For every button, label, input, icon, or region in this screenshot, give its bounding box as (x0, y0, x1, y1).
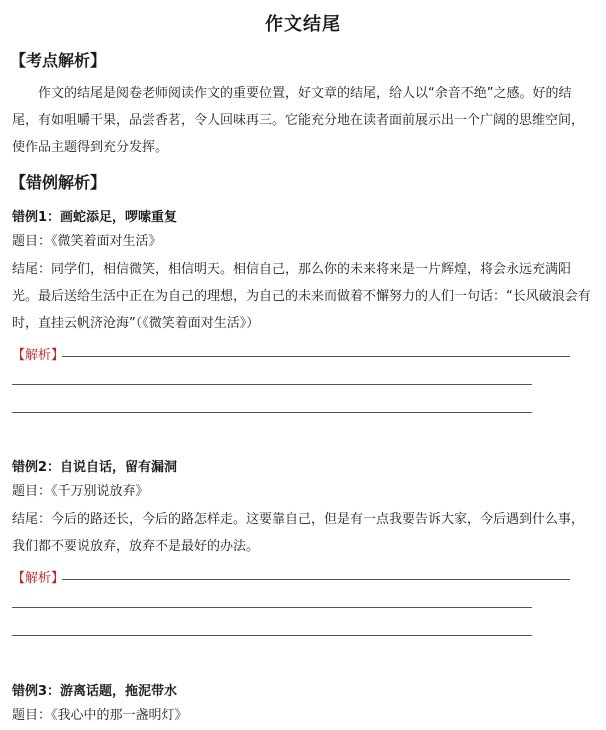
section-heading-cuoli: 【错例解析】 (10, 173, 107, 192)
case-1-answer-line-1[interactable] (62, 356, 570, 357)
kaodian-paragraph: 作文的结尾是阅卷老师阅读作文的重要位置，好文章的结尾，给人以“余音不绝”之感。好的结尾，有如咀嚼干果，品尝香茗，令人回味再三。它能充分地在读者面前展示出一个广阔的思维空间，使作品主题得到充分发挥。 (12, 86, 585, 155)
case-3-heading: 错例3：游离话题，拖泥带水 (12, 684, 178, 699)
case-2-answer-line-3[interactable] (12, 635, 532, 636)
case-2-ending: 结尾：今后的路还长，今后的路怎样走。这要靠自己，但是有一点我要告诉大家，今后遇到什么事，我们都不要说放弃，放弃不是最好的办法。 (12, 512, 585, 554)
case-1-answer-line-3[interactable] (12, 412, 532, 413)
case-2-answer-line-2[interactable] (12, 607, 532, 608)
case-1-analysis-label: 【解析】 (12, 348, 65, 363)
case-2-answer-line-1[interactable] (62, 579, 570, 580)
case-1-answer-line-2[interactable] (12, 384, 532, 385)
case-2-heading: 错例2：自说自话，留有漏洞 (12, 460, 178, 475)
case-2-topic: 题目：《千万别说放弃》 (12, 484, 149, 499)
case-1-heading: 错例1：画蛇添足，啰嗦重复 (12, 210, 178, 225)
page-title: 作文结尾 (265, 14, 341, 35)
case-2-analysis-label: 【解析】 (12, 571, 65, 586)
case-3-topic: 题目：《我心中的那一盏明灯》 (12, 708, 188, 723)
case-1-ending: 结尾：同学们，相信微笑，相信明天。相信自己，那么你的未来将来是一片辉煌，将会永远充满阳光。最后送给生活中正在为自己的理想，为自己的未来而做着不懈努力的人们一句话：“长风破浪会有时，直挂云帆济沧海”（《微笑着面对生活》） (12, 262, 591, 331)
case-1-topic: 题目：《微笑着面对生活》 (12, 234, 162, 249)
section-heading-kaodian: 【考点解析】 (10, 51, 107, 70)
